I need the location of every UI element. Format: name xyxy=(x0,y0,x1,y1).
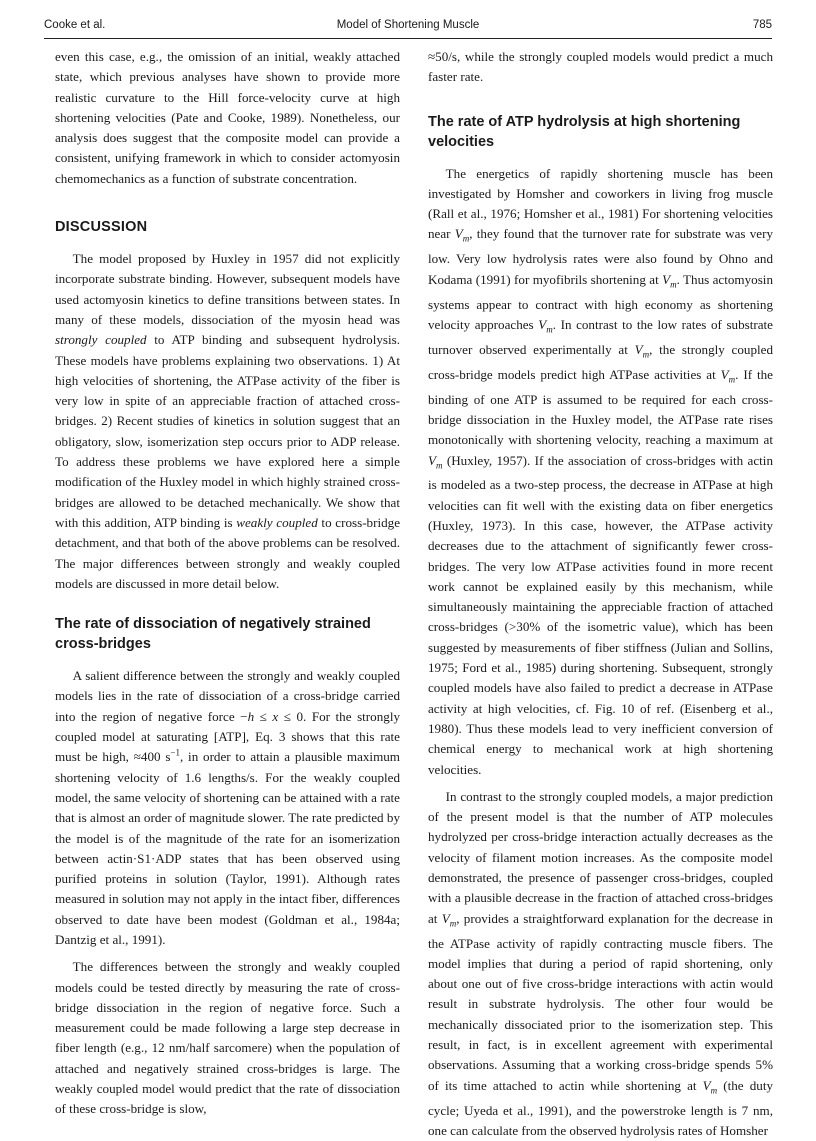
emphasis-weakly-coupled: weakly coupled xyxy=(236,514,318,530)
page-number: 785 xyxy=(752,19,772,31)
header-title: Model of Shortening Muscle xyxy=(336,19,480,31)
header-authors: Cooke et al. xyxy=(44,19,106,31)
dissociation-paragraph-2: The differences between the strongly and weakly coupled models could be tested directly by measuring the rate of cross-bridge dissociation in the region of negative force. Such a measurement could be made following a large step decrease in fiber length (e.g., 12 nm/half sarcomere) when the population of attached and negatively strained cross-bridges is large. The weakly coupled model would predict that the rate of dissociation of these cross-bridge is slow, xyxy=(55,959,400,1117)
paragraph-continuation: even this case, e.g., the omission of an initial, weakly attached state, which previous analyses have shown to provide more realistic curvature to the Hill force-velocity curve at high shortening velocities (Pate and Cooke, 1989). Nonetheless, our analysis does suggest that the composite model can provide a consistent, unifying framework in which to consider actomyosin chemomechanics as a function of substrate concentration. xyxy=(55,49,400,186)
emphasis-strongly-coupled: strongly coupled xyxy=(55,332,147,348)
paragraph-continuation-right: ≈50/s, while the strongly coupled models would predict a much faster rate. xyxy=(428,49,773,85)
dissociation-paragraph-1: A salient difference between the strongly and weakly coupled models lies in the rate of dissociation of a cross-bridge carried into the region of negative force −h ≤ x ≤ 0. For the strongly coupled model at saturating [ATP], Eq. 3 shows that this rate must be high, ≈400 $s^{-1}$, in order to attain a plausible maximum shortening velocity of 1.6 lengths/s. For the weakly coupled model, the same velocity of shortening can be attained with a rate that is almost an order of magnitude slower. The rate predicted by the model is of the magnitude of the rate for an isomerization between actin·S1·ADP states that has been observed using purified proteins in solution (Taylor, 1991). Although rates measured in solution may not apply in the intact fiber, differences observed to date have been modest (Goldman et al., 1984a; Dantzig et al., 1991). xyxy=(55,668,400,947)
header-rule xyxy=(44,38,772,39)
discussion-heading: DISCUSSION xyxy=(55,219,148,236)
hydrolysis-paragraph-1: The energetics of rapidly shortening muscle has been investigated by Homsher and coworkers in living frog muscle (Rall et al., 1976; Homsher et al., 1981) For shortening velocities near $V_m$, they found that the turnover rate for substrate was very low. Very low hydrolysis rates were also found by Ohno and Kodama (1991) for myofibrils shortening at $V_m$. Thus actomyosin systems appear to contract with high economy as shortening velocity approaches $V_m$. In contrast to the low rates of substrate turnover observed experimentally at $V_m$, the strongly coupled cross-bridge models predict high ATPase activities at $V_m$. If the binding of one ATP is assumed to be required for each cross-bridge dissociation in the Huxley model, the ATPase rate rises monotonically with shortening velocity, reaching a maximum at $V_m$ (Huxley, 1957). If the association of cross-bridges with actin is modeled as a two-step process, the decrease in ATPase at high velocities can fit well with the existing data on fiber energetics (Huxley, 1973). In this case, however, the ATPase activity decreases due to the attachment of significantly fewer cross-bridges. The very low ATPase activities found in more recent work cannot be explained easily by this mechanism, while simultaneously maintaining the appreciable fraction of attached cross-bridges (>30% of the isometric value), which has been suggested by measurements of fiber stiffness (Julian and Sollins, 1975; Ford et al., 1985) during shortening. Subsequent, strongly coupled models have also failed to predict a decrease in ATPase activity at high velocities, cf. Fig. 10 of ref. (Eisenberg et al., 1980). Thus these models lead to very inefficient conversion of chemical energy to mechanical work at high shortening velocities. xyxy=(428,165,773,777)
running-header xyxy=(44,19,772,37)
right-column xyxy=(428,47,773,1141)
subsection-heading-dissociation: The rate of dissociation of negatively strained cross-bridges xyxy=(55,616,371,653)
subsection-heading-atp-hydrolysis: The rate of ATP hydrolysis at high shortening velocities xyxy=(428,113,741,150)
discussion-paragraph: The model proposed by Huxley in 1957 did not explicitly incorporate substrate binding. However, subsequent models have used actomyosin kinetics to define transitions between states. In many of these models, dissociation of the myosin head was strongly coupled to ATP binding and subsequent hydrolysis. These models have problems explaining two observations. 1) At high velocities of shortening, the ATPase activity of the fiber is very low in spite of an appreciable fraction of attached cross-bridges. 2) Recent studies of kinetics in solution suggest that an obligatory, slow, isomerization step occurs prior to ADP release. To address these problems we have explored here a simple modification of the Huxley model in which highly strained cross-bridges are allowed to be detached mechanically. We show that with this addition, ATP binding is weakly coupled to cross-bridge detachment, and that both of the above problems can be resolved. The major differences between strongly and weakly coupled models are discussed in more detail below. xyxy=(55,251,401,591)
hydrolysis-paragraph-2: In contrast to the strongly coupled models, a major prediction of the present model is that the number of ATP molecules hydrolyzed per cross-bridge interaction actually decreases as the velocity of filament motion increases. As the composite model demonstrated, the presence of passenger cross-bridges, coupled with a plausible decrease in the fraction of attached cross-bridges at $V_m$, provides a straightforward explanation for the decrease in the ATPase activity of rapidly contracting muscle fibers. The model implies that during a period of rapid shortening, only about one out of five cross-bridge interactions with actin would result in substrate hydrolysis. The other four would be mechanically dissociated prior to the isomerization step. This result, in fact, is in excellent agreement with experimental observations. Assuming that a working cross-bridge spends 5% of its time attached to actin while shortening at $V_m$ (the duty cycle; Uyeda et al., 1991), and the powerstroke length is 7 nm, one can calculate from the observed hydrolysis rates of Homsher xyxy=(428,788,774,1138)
left-column xyxy=(55,47,400,1120)
